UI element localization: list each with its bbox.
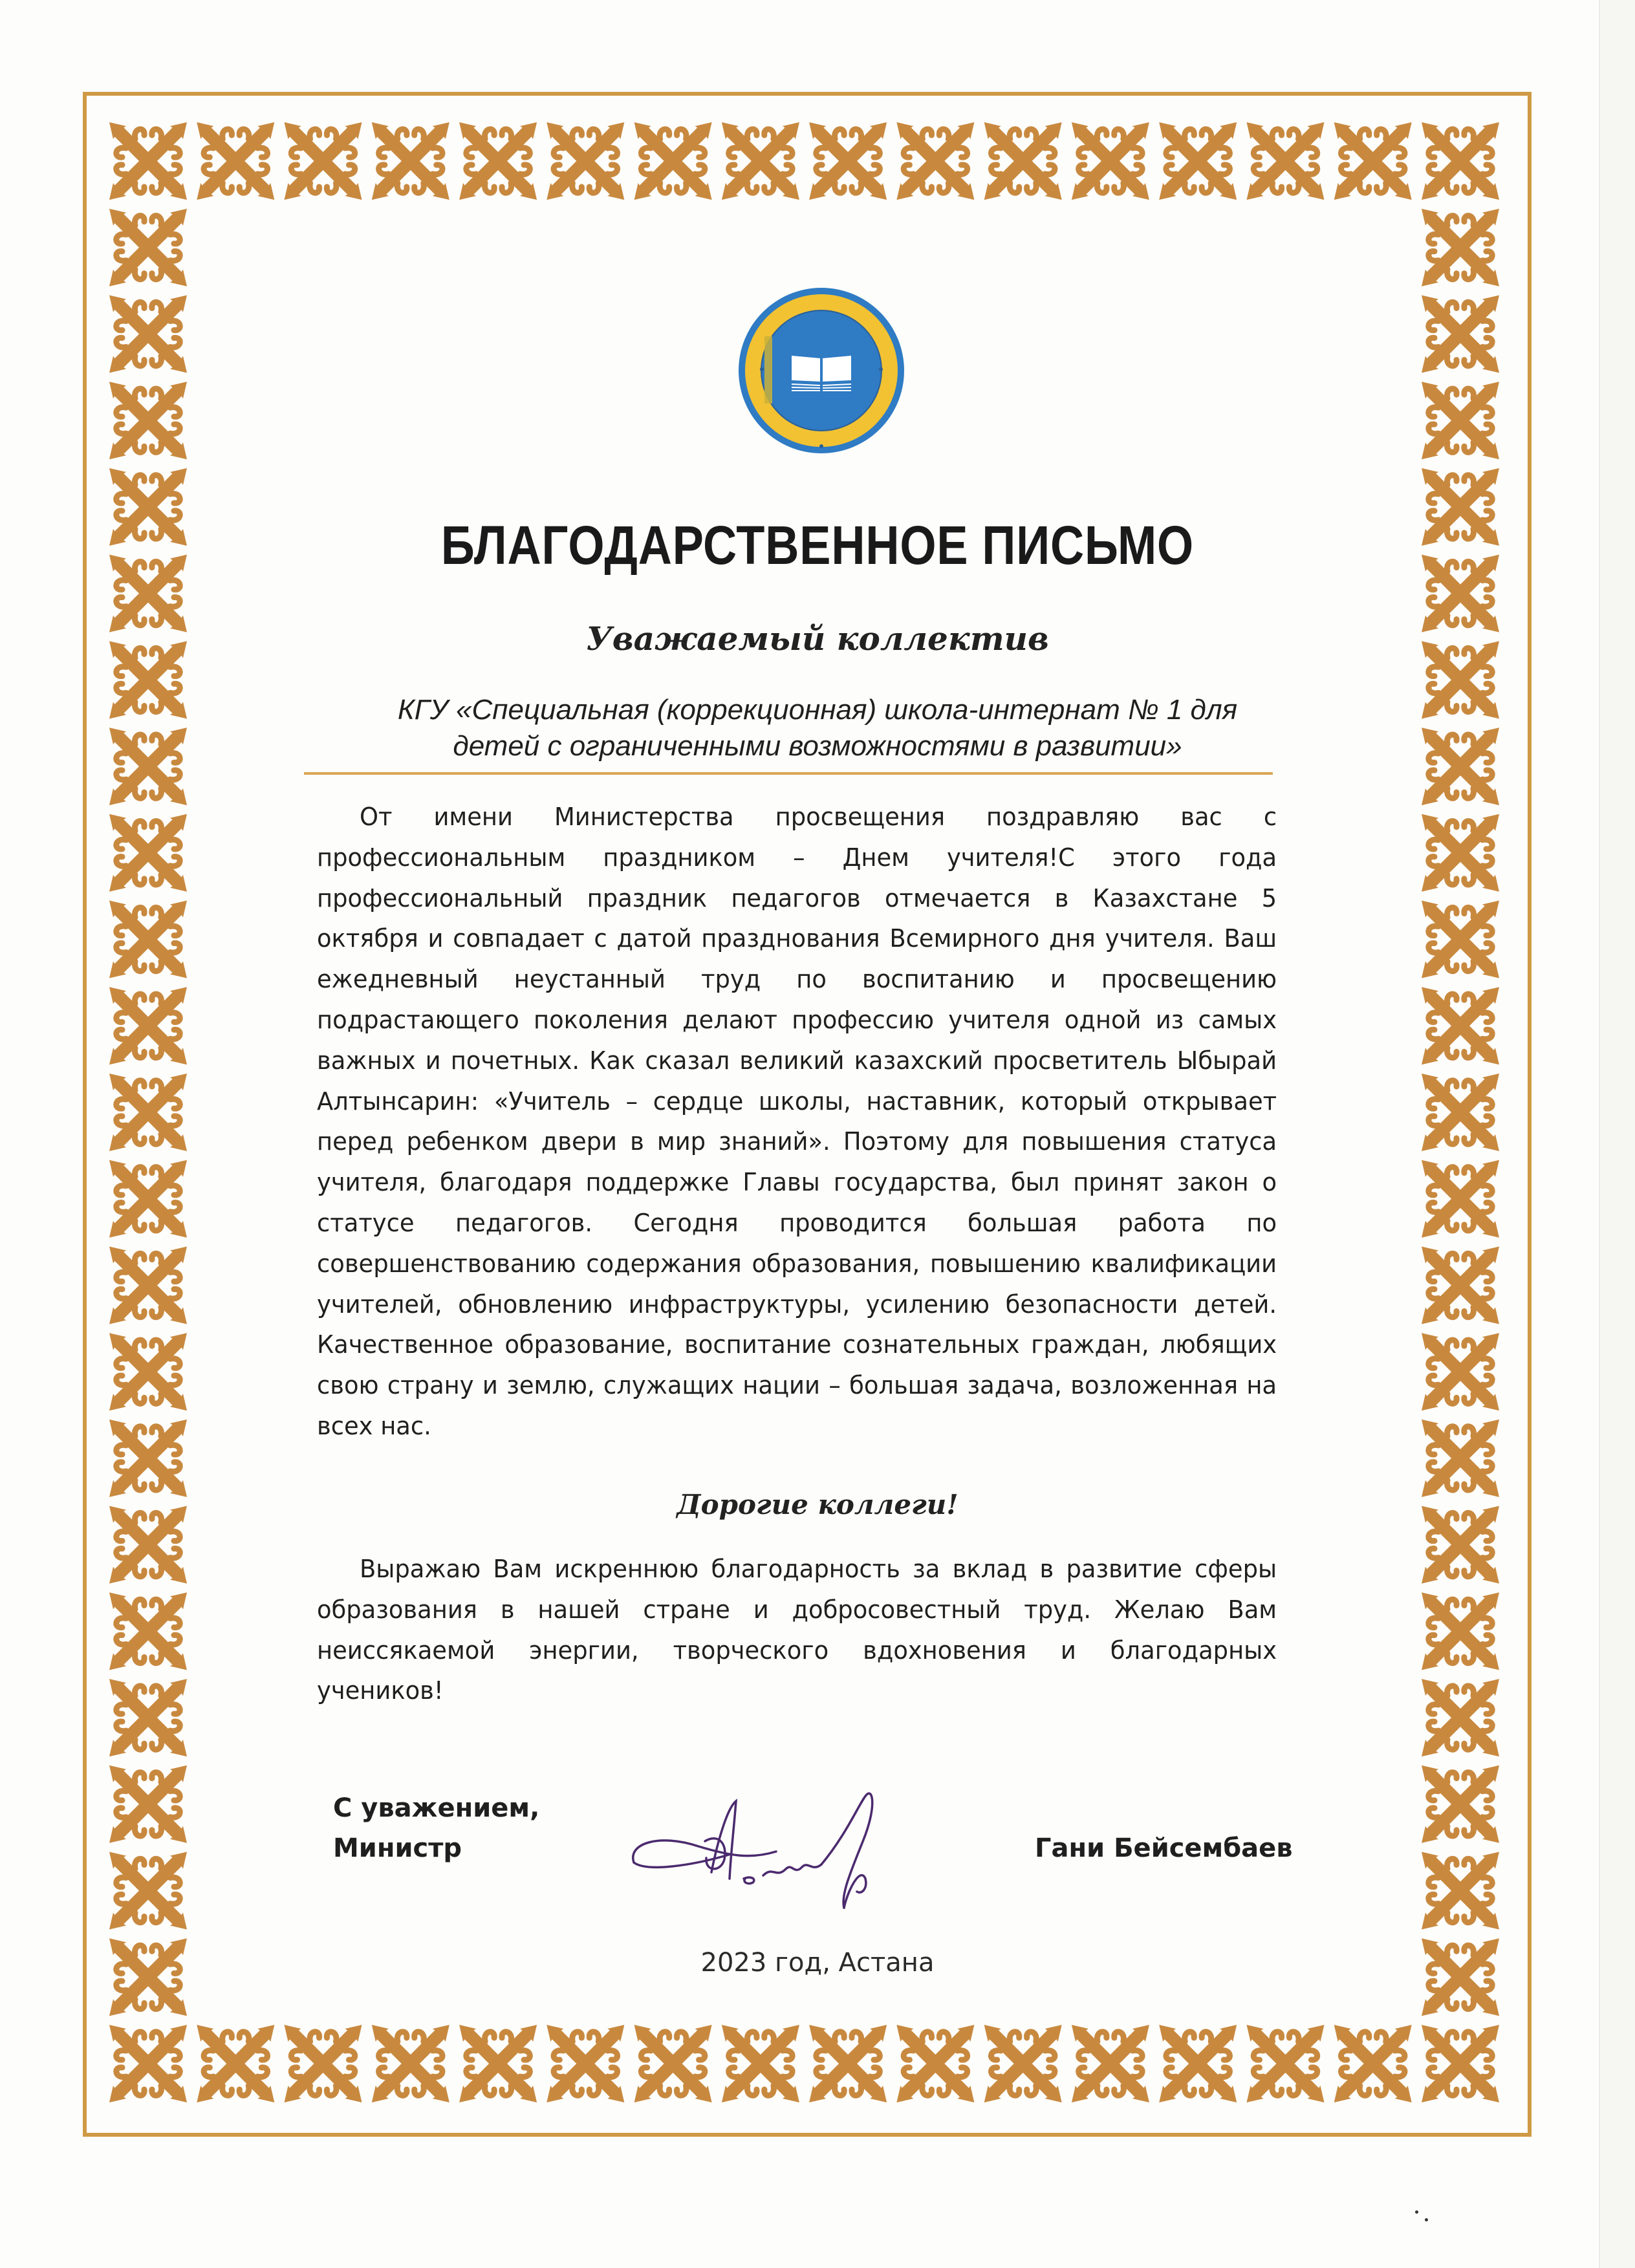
closing-line-2: Министр bbox=[333, 1833, 462, 1863]
closing-block bbox=[333, 1788, 539, 1868]
body-paragraph-2-block bbox=[317, 1549, 1277, 1711]
section-divider bbox=[304, 772, 1273, 775]
greeting-heading: Уважаемый коллектив bbox=[586, 620, 1049, 658]
recipient-line-2: детей с ограниченными возможностями в развитии» bbox=[453, 730, 1182, 762]
salutation-colleagues: Дорогие коллеги! bbox=[677, 1489, 958, 1520]
recipient-line-1: КГУ «Специальная (коррекционная) школа-интернат № 1 для bbox=[397, 694, 1238, 726]
signatory-name: Гани Бейсембаев bbox=[1035, 1833, 1293, 1863]
scan-speck bbox=[1415, 2210, 1418, 2214]
recipient-block bbox=[323, 692, 1312, 764]
place-and-date: 2023 год, Астана bbox=[700, 1948, 935, 1978]
body-paragraph-2: Выражаю Вам искреннюю благодарность за вклад в развитие сферы образования в нашей стране и добросовестный труд. Желаю Вам неиссякаемой энергии, творческого вдохновения и благодарных учеников! bbox=[317, 1555, 1277, 1705]
signature-icon bbox=[621, 1782, 957, 1911]
closing-line-1: С уважением, bbox=[333, 1793, 540, 1823]
body-paragraph-1: От имени Министерства просвещения поздравляю вас с профессиональным праздником – Днем учителя!С этого года профессиональный праздник педагогов отмечается в Казахстане 5 октября и совпадает с датой празднования Всемирного дня учителя. Ваш ежедневный неустанный труд по воспитанию и просвещению подрастающего поколения делают профессию учителя одной из самых важных и почетных. Как сказал великий казахский просветитель Ыбырай Алтынсарин: «Учитель – сердце школы, наставник, который открывает перед ребенком двери в мир знаний». Поэтому для повышения статуса учителя, благодаря поддержке Главы государства, был принят закон о статусе педагогов. Сегодня проводится большая работа по совершенствованию содержания образования, повышению квалификации учителей, обновлению инфраструктуры, усилению безопасности детей. Качественное образование, воспитание сознательных граждан, любящих свою страну и землю, служащих нации – большая задача, возложенная на всех нас. bbox=[317, 803, 1277, 1440]
document-title: БЛАГОДАРСТВЕННОЕ ПИСЬМО bbox=[440, 515, 1195, 576]
ministry-emblem-icon bbox=[723, 283, 920, 458]
body-paragraph-1-block bbox=[317, 797, 1277, 1447]
scan-speck bbox=[1425, 2218, 1428, 2221]
